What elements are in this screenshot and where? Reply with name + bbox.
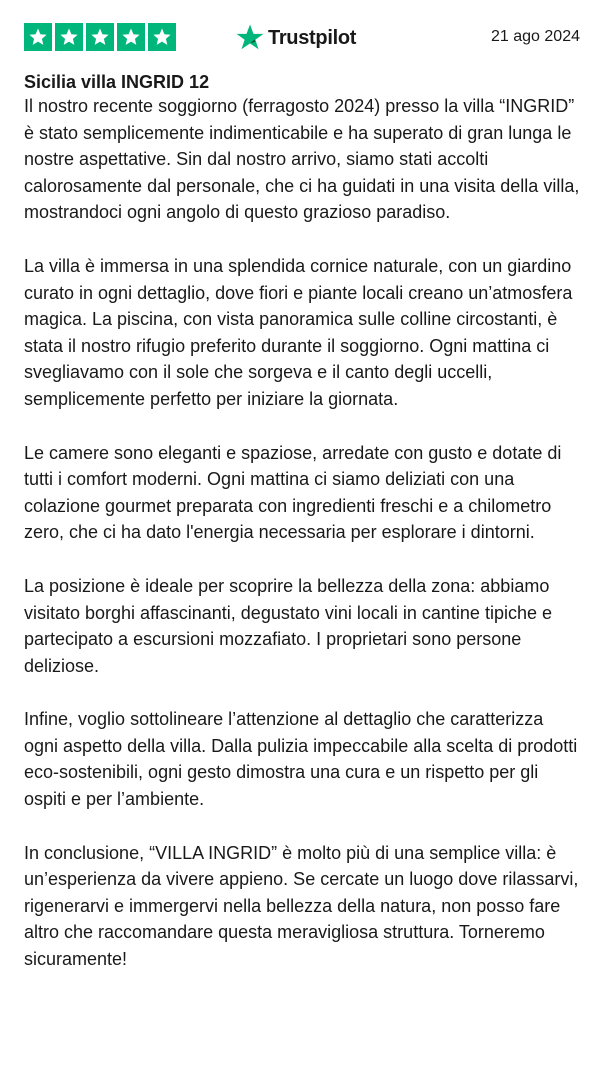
star-icon — [90, 27, 110, 47]
review-body — [24, 93, 580, 1000]
review-title: Sicilia villa INGRID 12 — [24, 72, 210, 92]
star-icon — [152, 27, 172, 47]
review-paragraph: Il nostro recente soggiorno (ferragosto 2024) presso la villa “INGRID” è stato semplicemente indimenticabile e ha superato di gran lunga le nostre aspettative. Sin dal nostro arrivo, siamo stati accolti calorosamente dal personale, che ci ha guidati in una visita della villa, mostrandoci ogni angolo di questo grazioso paradiso. — [24, 96, 580, 223]
review-paragraph: Le camere sono eleganti e spaziose, arredate con gusto e dotate di tutti i comfort moderni. Ogni mattina ci siamo deliziati con una colazione gourmet preparata con ingredienti freschi e a chilometro zero, che ci ha dato l'energia necessaria per esplorare i dintorni. — [24, 442, 562, 543]
rating-star-5 — [148, 23, 176, 51]
review-header — [24, 23, 580, 53]
trustpilot-logo — [235, 23, 356, 53]
star-rating — [24, 23, 176, 51]
rating-star-2 — [55, 23, 83, 51]
review-date: 21 ago 2024 — [491, 28, 580, 45]
rating-star-4 — [117, 23, 145, 51]
star-icon — [28, 27, 48, 47]
review-paragraph: La posizione è ideale per scoprire la bellezza della zona: abbiamo visitato borghi affascinanti, degustato vini locali in cantine tipiche e partecipato a escursioni mozzafiato. I proprietari sono persone deliziose. — [24, 575, 552, 676]
review-paragraph: In conclusione, “VILLA INGRID” è molto più di una semplice villa: è un’esperienza da vivere appieno. Se cercate un luogo dove rilassarvi, rigenerarvi e immergervi nella bellezza della natura, non posso fare altro che raccomandare questa meravigliosa struttura. Torneremo sicuramente! — [24, 842, 579, 970]
trustpilot-star-icon — [235, 23, 265, 53]
review-paragraph: La villa è immersa in una splendida cornice naturale, con un giardino curato in ogni dettaglio, dove fiori e piante locali creano un’atmosfera magica. La piscina, con vista panoramica sulle colline circostanti, è stata il nostro rifugio preferito durante il soggiorno. Ogni mattina ci svegliavamo con il sole che sorgeva e il canto degli uccelli, semplicemente perfetto per iniziare la giornata. — [24, 255, 573, 409]
brand-name: Trustpilot — [268, 26, 357, 49]
star-icon — [121, 27, 141, 47]
review-paragraph: Infine, voglio sottolineare l’attenzione al dettaglio che caratterizza ogni aspetto della villa. Dalla pulizia impeccabile alla scelta di prodotti eco-sostenibili, ogni gesto dimostra una cura e un rispetto per gli ospiti e per l’ambiente. — [24, 709, 578, 810]
rating-star-1 — [24, 23, 52, 51]
star-icon — [59, 27, 79, 47]
rating-star-3 — [86, 23, 114, 51]
